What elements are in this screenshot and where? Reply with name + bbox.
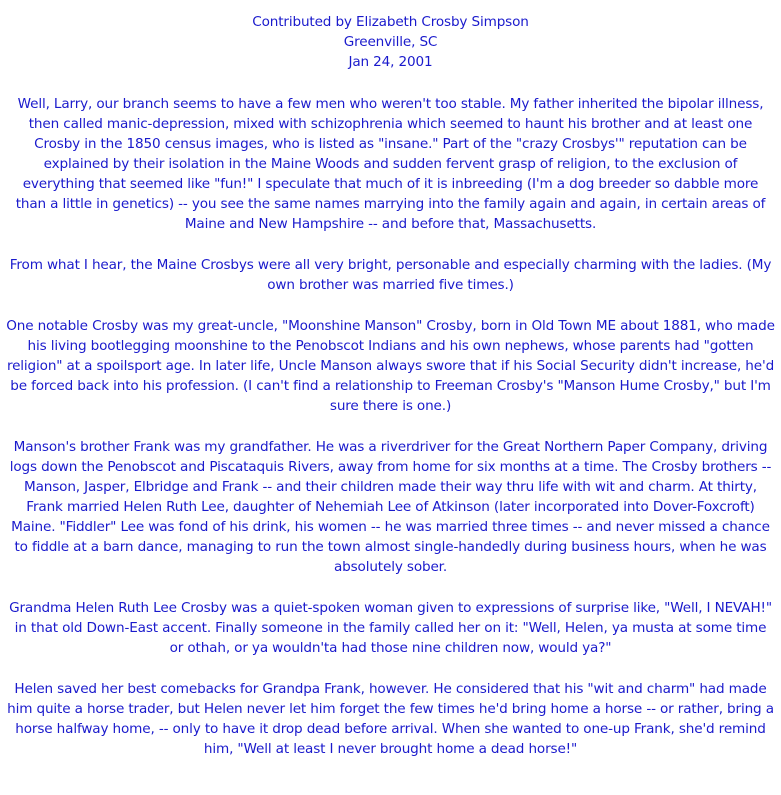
document-header — [0, 12, 781, 72]
paragraph-grandma-helen: Grandma Helen Ruth Lee Crosby was a quiet-spoken woman given to expressions of surprise like, "Well, I NEVAH!" in that old Down-East accent. Finally someone in the family called her on it: "Well, Helen, ya musta at some time or othah, or ya wouldn'ta had those nine children now, would ya?" — [9, 600, 772, 656]
contributor-line: Contributed by Elizabeth Crosby Simpson — [252, 14, 529, 30]
location-line: Greenville, SC — [343, 34, 438, 50]
paragraph-dead-horse: Helen saved her best comebacks for Grandpa Frank, however. He considered that his "wit and charm" had made him quite a horse trader, but Helen never let him forget the few times he'd bring home a horse -- or rather, bring a horse halfway home, -- only to have it drop dead before arrival. When she wanted to one-up Frank, she'd remind him, "Well at least I never brought home a dead horse!" — [7, 681, 774, 757]
paragraph-maine-crosbys: From what I hear, the Maine Crosbys were all very bright, personable and especially charming with the ladies. (My own brother was married five times.) — [9, 257, 772, 293]
document-page — [0, 12, 781, 780]
paragraph-moonshine-manson: One notable Crosby was my great-uncle, "Moonshine Manson" Crosby, born in Old Town ME about 1881, who made his living bootlegging moonshine to the Penobscot Indians and his own nephews, whose parents had "gotten religion" at a spoilsport age. In later life, Uncle Manson always swore that if his Social Security didn't increase, he'd be forced back into his profession. (I can't find a relationship to Freeman Crosby's "Manson Hume Crosby," but I'm sure there is one.) — [6, 318, 775, 414]
date-line: Jan 24, 2001 — [348, 54, 433, 70]
paragraph-family-illness: Well, Larry, our branch seems to have a few men who weren't too stable. My father inherited the bipolar illness, then called manic-depression, mixed with schizophrenia which seemed to haunt his brother and at least one Crosby in the 1850 census images, who is listed as "insane." Part of the "crazy Crosbys'" reputation can be explained by their isolation in the Maine Woods and sudden fervent grasp of religion, to the exclusion of everything that seemed like "fun!" I speculate that much of it is inbreeding (I'm a dog breeder so dabble more than a little in genetics) -- you see the same names marrying into the family again and again, in certain areas of Maine and New Hampshire -- and before that, Massachusetts. — [15, 96, 766, 232]
paragraph-frank-grandfather: Manson's brother Frank was my grandfather. He was a riverdriver for the Great Northern Paper Company, driving logs down the Penobscot and Piscataquis Rivers, away from home for six months at a time. The Crosby brothers -- Manson, Jasper, Elbridge and Frank -- and their children made their way thru life with wit and charm. At thirty, Frank married Helen Ruth Lee, daughter of Nehemiah Lee of Atkinson (later incorporated into Dover-Foxcroft) Maine. "Fiddler" Lee was fond of his drink, his women -- he was married three times -- and never missed a chance to fiddle at a barn dance, managing to run the town almost single-handedly during business hours, when he was absolutely sober. — [9, 439, 772, 575]
